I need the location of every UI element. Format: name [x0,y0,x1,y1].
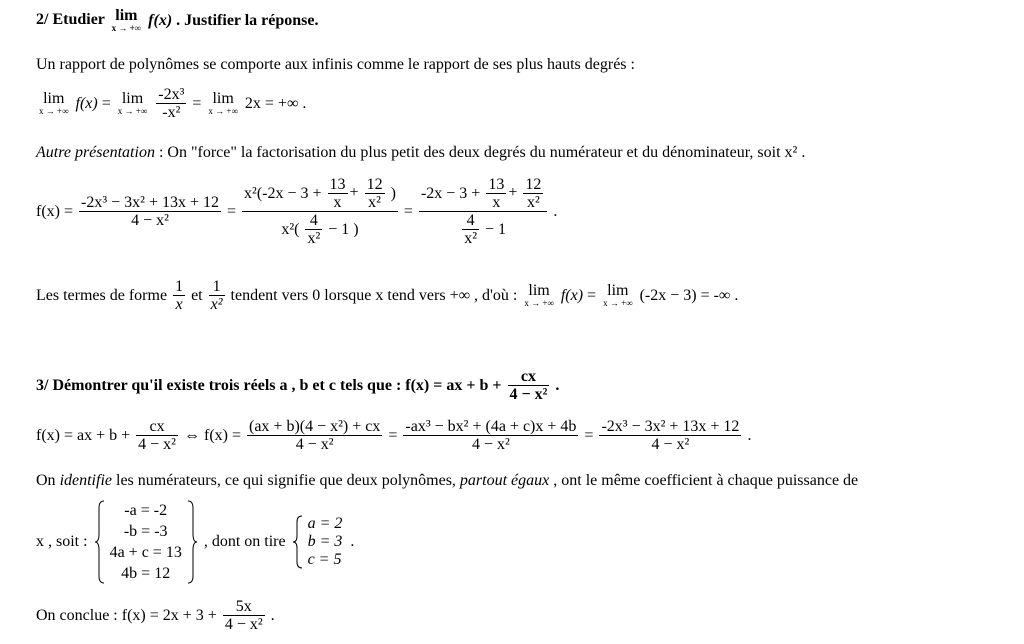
paragraph-2: Autre présentation : On "force" la factorisation du plus petit des deux degrés du numérateur et du dénominateur, soit x² . [36,144,806,161]
lim-operator: lim x → +∞ [524,282,554,308]
fraction: $\frac{\text{-2x³ − 3x² + 13x + 12}}{\text{4 − x²}}$ [81,194,220,229]
conclusion: On conclue : f(x) = 2x + 3 + $\frac{5x}{\text{4 − x²}}$ . [36,598,275,633]
lim-operator: lim x → +∞ [39,90,69,116]
fraction: -2x − 3 + $\frac{13}{x}$ + $\frac{12}{\text{x²}}$ $\frac{4}{\text{x²}}$ − 1 [419,176,547,247]
left-brace-icon [94,500,106,584]
equation-identification: f(x) = ax + b + $\frac{cx}{\text{4 − x²}}$ ⇔ f(x) = $\frac{\text{(ax + b)(4 − x²) + cx}}{\text{4 − x²}}$ = $\frac{\text{-ax³ − bx² + (4a + c)x + 4b}}{\text{4 − x²}}$ = $\frac{\text{-2x³ − 3x² + 13x + 12}}{\text{4 − x²}}$ . [36,418,752,453]
right-brace-icon [186,500,198,584]
paragraph-4: On identifie les numérateurs, ce qui signifie que deux polynômes, partout égaux , ont le même coefficient à chaque puissance de [36,472,859,489]
lim-operator: lim x → +∞ [117,90,148,116]
paragraph-3: Les termes de forme $\frac{1}{x}$ et $\frac{1}{\text{x²}}$ tendent vers 0 lorsque x tend vers +∞ , d'où : lim x → +∞ f(x) = lim x → +∞ (-2x − 3) = -∞ . [36,278,739,313]
fraction: x²(-2x − 3 + $\frac{13}{x}$ + $\frac{12}{\text{x²}}$ ) x²( $\frac{4}{\text{x²}}$ − 1 ) [244,176,396,247]
lim-operator: lim x → +∞ [603,282,633,308]
left-brace-icon [292,515,304,569]
q2-heading: 2/ Etudier lim x → +∞ f(x) . Justifier la réponse. [36,7,319,33]
solution-system: a = 2 b = 3 c = 5 [290,515,347,569]
equation-limit: lim x → +∞ f(x) = lim x → +∞ $\frac{\text{-2x³}}{\text{-x²}}$ = lim x → +∞ 2x = +∞ . [39,86,307,121]
paragraph-1: Un rapport de polynômes se comporte aux infinis comme le rapport de ses plus hauts degrés : [36,56,635,73]
paragraph-5: x , soit : -a = -2 -b = -3 4a + c = 13 4b = 12 , dont on tire a = 2 b = 3 c = 5 . [36,502,355,582]
equation-system: -a = -2 -b = -3 4a + c = 13 4b = 12 [92,500,200,584]
lim-operator: lim x → +∞ [208,90,238,116]
q3-heading: 3/ Démontrer qu'il existe trois réels a , b et c tels que : f(x) = ax + b + $\frac{cx}{\text{4 − x²}}$ . [36,368,560,403]
equation-factorisation: f(x) = $\frac{\text{-2x³ − 3x² + 13x + 12}}{\text{4 − x²}}$ = x²(-2x − 3 + $\frac{13}{x}$ + $\frac{12}{\text{x²}}$ ) x²( $\frac{4}{\text{x²}}$ − 1 ) = -2x − 3 + $\frac{13}{x}$ + $\frac{12}{\text{x²}}$ $\frac{4}{\text{x²}}$ − 1 . [36,176,558,247]
fraction: $\frac{\text{-2x³}}{\text{-x²}}$ [158,86,185,121]
lim-operator: lim x → +∞ [111,7,142,33]
